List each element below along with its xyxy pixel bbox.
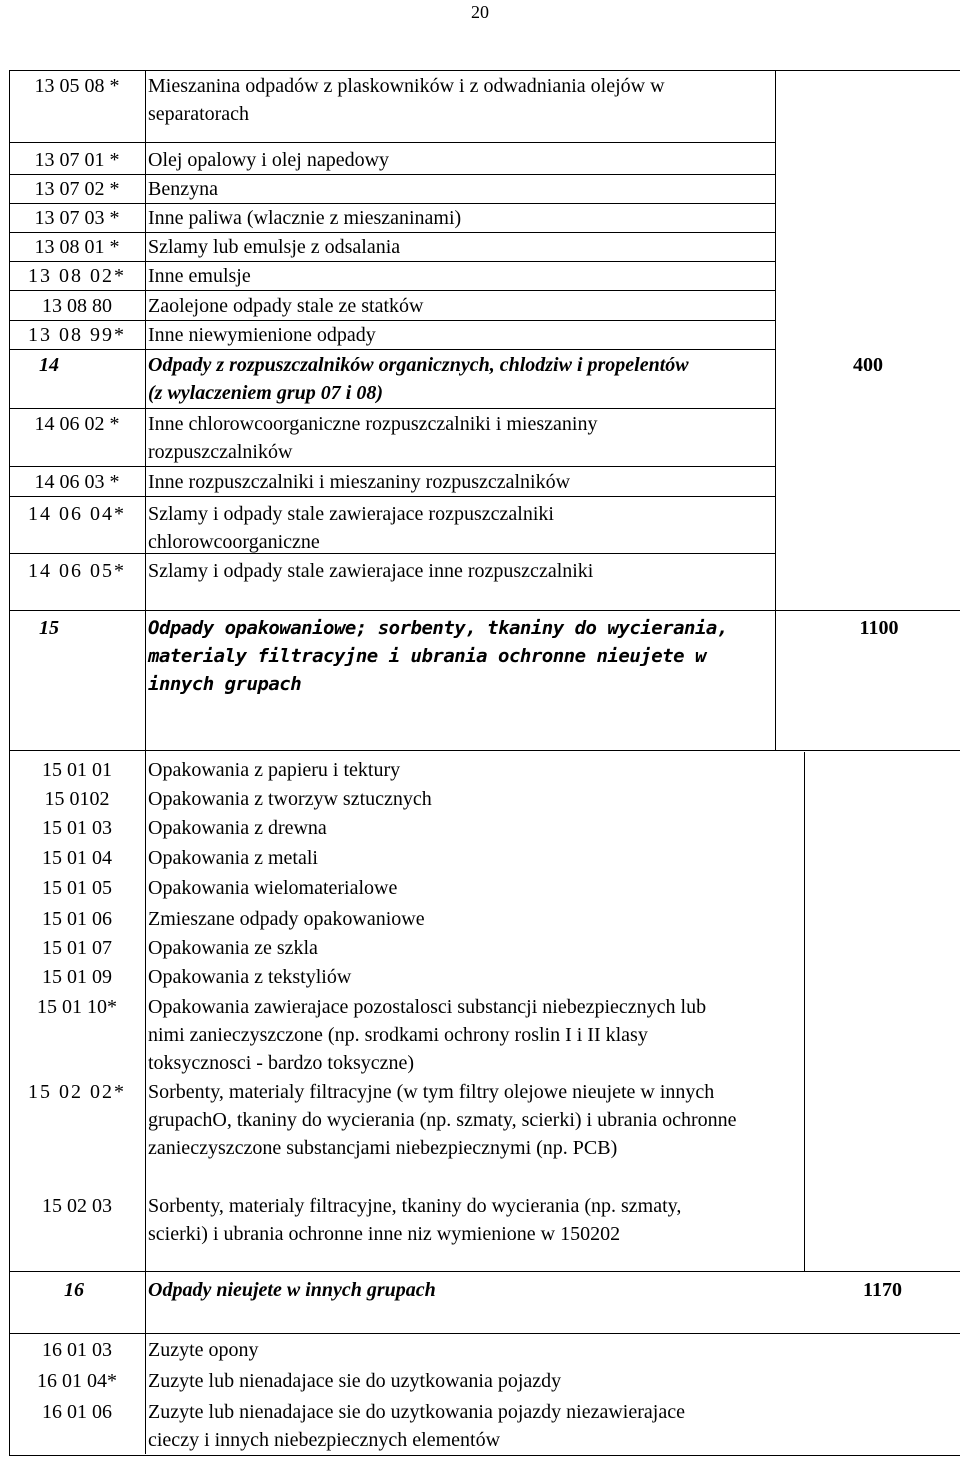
waste-code: 13 08 99* — [28, 324, 126, 346]
row-divider — [9, 750, 960, 751]
waste-description: Opakowania z metali — [148, 847, 318, 869]
waste-code: 15 01 06 — [42, 908, 112, 930]
waste-code: 14 06 04* — [28, 503, 126, 525]
waste-description: Opakowania z tekstyliów — [148, 966, 352, 988]
waste-description: Inne rozpuszczalniki i mieszaniny rozpuszczalników — [148, 471, 571, 493]
waste-description: Benzyna — [148, 178, 218, 200]
waste-description: Inne paliwa (wlacznie z mieszaninami) — [148, 207, 462, 229]
waste-code: 16 01 04* — [37, 1370, 117, 1392]
waste-code: 13 07 01 * — [34, 149, 120, 171]
group-description: Odpady nieujete w innych grupach — [148, 1279, 436, 1301]
group-code: 16 — [64, 1279, 84, 1301]
waste-description: Szlamy i odpady stale zawierajace rozpuszczalniki chlorowcoorganiczne — [148, 503, 554, 553]
waste-code: 14 06 05* — [28, 560, 126, 582]
waste-description: Zuzyte lub nienadajace sie do uzytkowania pojazdy — [148, 1370, 562, 1392]
row-divider — [9, 466, 775, 467]
waste-code: 15 01 03 — [42, 817, 112, 839]
waste-description: Opakowania z tworzyw sztucznych — [148, 788, 432, 810]
row-divider — [9, 610, 960, 611]
waste-code: 16 01 06 — [42, 1401, 112, 1423]
group-quantity: 400 — [853, 354, 883, 376]
group-quantity: 1170 — [863, 1279, 902, 1301]
waste-code: 13 07 02 * — [34, 178, 120, 200]
row-divider — [9, 142, 775, 143]
waste-description: Mieszanina odpadów z plaskowników i z odwadniania olejów w separatorach — [148, 75, 665, 125]
waste-code: 14 06 02 * — [34, 413, 120, 435]
waste-description: Opakowania z drewna — [148, 817, 327, 839]
row-divider — [9, 290, 775, 291]
group-quantity: 1100 — [859, 617, 899, 639]
waste-description: Opakowania zawierajace pozostalosci substancji niebezpiecznych lub nimi zanieczyszczone (np. srodkami ochrony roslin I i II klasy toksycznosci - bardzo toksyczne) — [148, 996, 707, 1074]
waste-description: Szlamy lub emulsje z odsalania — [148, 236, 401, 258]
row-divider — [9, 496, 775, 497]
waste-description: Olej opalowy i olej napedowy — [148, 149, 390, 171]
waste-code: 15 01 01 — [42, 759, 112, 781]
row-divider — [9, 1271, 960, 1272]
waste-code: 13 08 01 * — [34, 236, 120, 258]
column-divider-code — [145, 70, 146, 1454]
waste-description: Inne niewymienione odpady — [148, 324, 376, 346]
waste-description: Szlamy i odpady stale zawierajace inne rozpuszczalniki — [148, 560, 594, 582]
row-divider — [9, 408, 775, 409]
waste-description: Zaolejone odpady stale ze statków — [148, 295, 424, 317]
waste-code: 13 05 08 * — [34, 75, 120, 97]
waste-code: 13 07 03 * — [34, 207, 120, 229]
waste-code: 15 01 10* — [37, 996, 117, 1018]
waste-code: 15 01 04 — [42, 847, 112, 869]
waste-description: Sorbenty, materialy filtracyjne, tkaniny do wycierania (np. szmaty, scierki) i ubrania ochronne inne niz wymienione w 150202 — [148, 1195, 682, 1245]
group-code: 14 — [39, 354, 59, 376]
waste-code: 15 01 07 — [42, 937, 112, 959]
waste-description: Inne emulsje — [148, 265, 251, 287]
group-code: 15 — [39, 617, 59, 639]
waste-description: Opakowania wielomaterialowe — [148, 877, 398, 899]
waste-code: 15 01 05 — [42, 877, 112, 899]
column-divider-qty-lower — [804, 752, 805, 1272]
waste-code: 15 01 09 — [42, 966, 112, 988]
waste-code: 13 08 02* — [28, 265, 126, 287]
waste-code: 16 01 03 — [42, 1339, 112, 1361]
row-divider — [9, 1333, 960, 1334]
waste-code: 15 02 02* — [28, 1081, 126, 1103]
row-divider — [9, 349, 775, 350]
group-description: Odpady opakowaniowe; sorbenty, tkaniny do wycierania, materialy filtracyjne i ubrania ochronne nieujete w innych grupach — [148, 617, 728, 695]
page-number: 20 — [471, 2, 489, 22]
waste-description: Zuzyte lub nienadajace sie do uzytkowania pojazdy niezawierajace cieczy i innych niebezpiecznych elementów — [148, 1401, 685, 1451]
waste-code: 14 06 03 * — [34, 471, 120, 493]
waste-description: Opakowania z papieru i tektury — [148, 759, 401, 781]
group-description: Odpady z rozpuszczalników organicznych, chlodziw i propelentów (z wylaczeniem grup 07 i 08) — [148, 354, 689, 404]
waste-description: Sorbenty, materialy filtracyjne (w tym filtry olejowe nieujete w innych grupachO, tkaniny do wycierania (np. szmaty, scierki) i ubrania ochronne zanieczyszczone substancjami niebezpiecznymi (np. PCB) — [148, 1081, 737, 1159]
waste-code: 15 02 03 — [42, 1195, 112, 1217]
waste-description: Inne chlorowcoorganiczne rozpuszczalniki i mieszaniny rozpuszczalników — [148, 413, 598, 463]
waste-description: Zmieszane odpady opakowaniowe — [148, 908, 425, 930]
waste-description: Opakowania ze szkla — [148, 937, 318, 959]
waste-description: Zuzyte opony — [148, 1339, 259, 1361]
waste-code: 13 08 80 — [42, 295, 112, 317]
waste-code: 15 0102 — [44, 788, 110, 810]
